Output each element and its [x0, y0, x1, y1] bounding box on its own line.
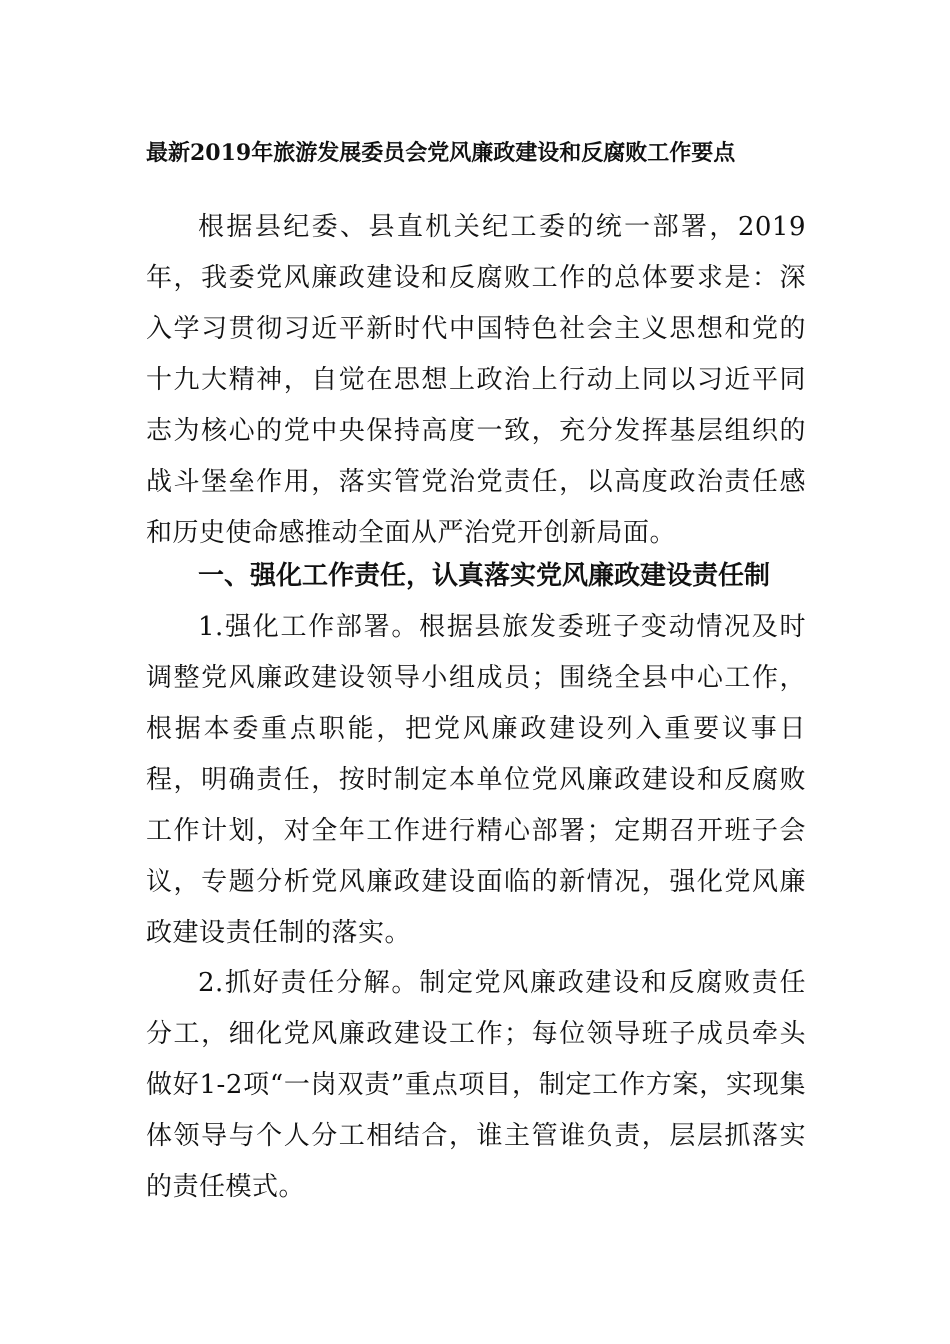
intro-paragraph: 根据县纪委、县直机关纪工委的统一部署，2019年，我委党风廉政建设和反腐败工作的总体要求是：深入学习贯彻习近平新时代中国特色社会主义思想和党的十九大精神，自觉在思想上政治上行动上同以习近平同志为核心的党中央保持高度一致，充分发挥基层组织的战斗堡垒作用，落实管党治党责任，以高度政治责任感和历史使命感推动全面从严治党开创新局面。 [146, 212, 806, 548]
section-heading-1: 一、强化工作责任，认真落实党风廉政建设责任制 [198, 561, 771, 591]
list-item-1: 1.强化工作部署。根据县旅发委班子变动情况及时调整党风廉政建设领导小组成员；围绕全县中心工作，根据本委重点职能，把党风廉政建设列入重要议事日程，明确责任，按时制定本单位党风廉政建设和反腐败工作计划，对全年工作进行精心部署；定期召开班子会议，专题分析党风廉政建设面临的新情况，强化党风廉政建设责任制的落实。 [146, 612, 806, 948]
document-title: 最新2019年旅游发展委员会党风廉政建设和反腐败工作要点 [146, 140, 736, 166]
list-item-2: 2.抓好责任分解。制定党风廉政建设和反腐败责任分工，细化党风廉政建设工作；每位领导班子成员牵头做好1-2项“一岗双责”重点项目，制定工作方案，实现集体领导与个人分工相结合，谁主管谁负责，层层抓落实的责任模式。 [146, 968, 806, 1202]
